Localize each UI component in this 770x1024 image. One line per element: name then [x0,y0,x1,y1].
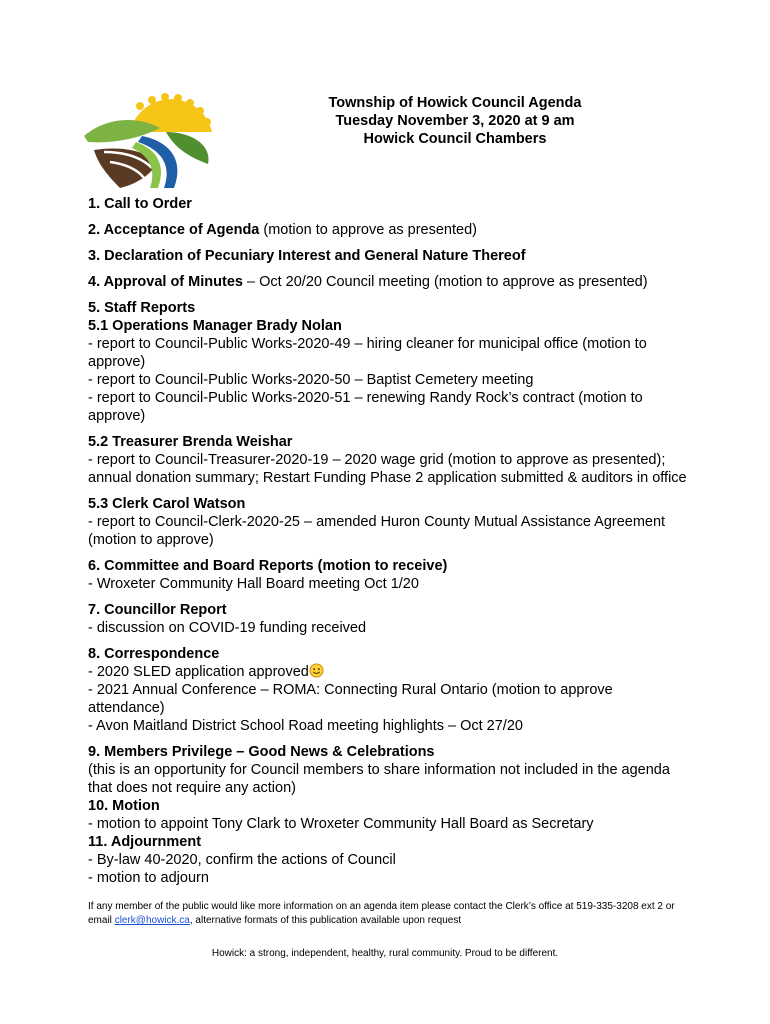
item-committee-reports: 6. Committee and Board Reports (motion to receive) [88,558,448,574]
councillor-covid: - discussion on COVID-19 funding received [88,620,367,636]
item-operations-manager: 5.1 Operations Manager Brady Nolan [88,318,342,334]
item-acceptance-of-agenda: 2. Acceptance of Agenda (motion to approve as presented) [88,222,477,238]
members-privilege-note: (this is an opportunity for Council members to share information not included in the agenda that does not require any action) [88,762,670,796]
smiley-face-icon [309,663,324,678]
item-motion: 10. Motion [88,798,160,814]
header-date: Tuesday November 3, 2020 at 9 am [335,113,575,129]
item-clerk: 5.3 Clerk Carol Watson [88,496,246,512]
footer-note: If any member of the public would like more information on an agenda item please contact the Clerk’s office at 519-335-3208 ext 2 or email clerk@howick.ca, alternative formats of this publication available upon request [88,901,675,926]
item-members-privilege: 9. Members Privilege – Good News & Celebrations [88,744,435,760]
motion-appoint: - motion to appoint Tony Clark to Wroxeter Community Hall Board as Secretary [88,816,594,832]
item-declaration: 3. Declaration of Pecuniary Interest and General Nature Thereof [88,248,526,264]
report-pw-51: - report to Council-Public Works-2020-51 – renewing Randy Rock’s contract (motion to approve) [88,390,643,424]
agenda-body [88,195,688,887]
item-councillor-report: 7. Councillor Report [88,602,227,618]
howick-logo [80,92,220,192]
item-adjournment: 11. Adjournment [88,834,202,850]
header-location: Howick Council Chambers [363,131,547,147]
header-title: Township of Howick Council Agenda [328,95,582,111]
correspondence-sled: - 2020 SLED application approved [88,663,688,681]
correspondence-roma: - 2021 Annual Conference – ROMA: Connecting Rural Ontario (motion to approve attendance) [88,682,613,716]
item-staff-reports: 5. Staff Reports [88,300,196,316]
agenda-header [300,94,610,148]
report-clerk-25: - report to Council-Clerk-2020-25 – amended Huron County Mutual Assistance Agreement (motion to approve) [88,514,666,548]
report-pw-50: - report to Council-Public Works-2020-50 – Baptist Cemetery meeting [88,372,534,388]
adjournment-motion: - motion to adjourn [88,870,209,886]
clerk-email-link[interactable]: clerk@howick.ca [114,915,190,926]
item-call-to-order: 1. Call to Order [88,196,192,212]
correspondence-avon: - Avon Maitland District School Road meeting highlights – Oct 27/20 [88,718,523,734]
item-treasurer: 5.2 Treasurer Brenda Weishar [88,434,293,450]
item-correspondence: 8. Correspondence [88,646,220,662]
report-treasurer-19: - report to Council-Treasurer-2020-19 – 2020 wage grid (motion to approve as presented); annual donation summary; Restart Funding Phase 2 application submitted & auditors in office [88,452,687,486]
report-pw-49: - report to Council-Public Works-2020-49 – hiring cleaner for municipal office (motion to approve) [88,336,647,370]
committee-wroxeter: - Wroxeter Community Hall Board meeting Oct 1/20 [88,576,419,592]
adjournment-bylaw: - By-law 40-2020, confirm the actions of Council [88,852,396,868]
township-motto: Howick: a strong, independent, healthy, rural community. Proud to be different. [211,948,559,959]
item-approval-of-minutes: 4. Approval of Minutes – Oct 20/20 Council meeting (motion to approve as presented) [88,274,648,290]
